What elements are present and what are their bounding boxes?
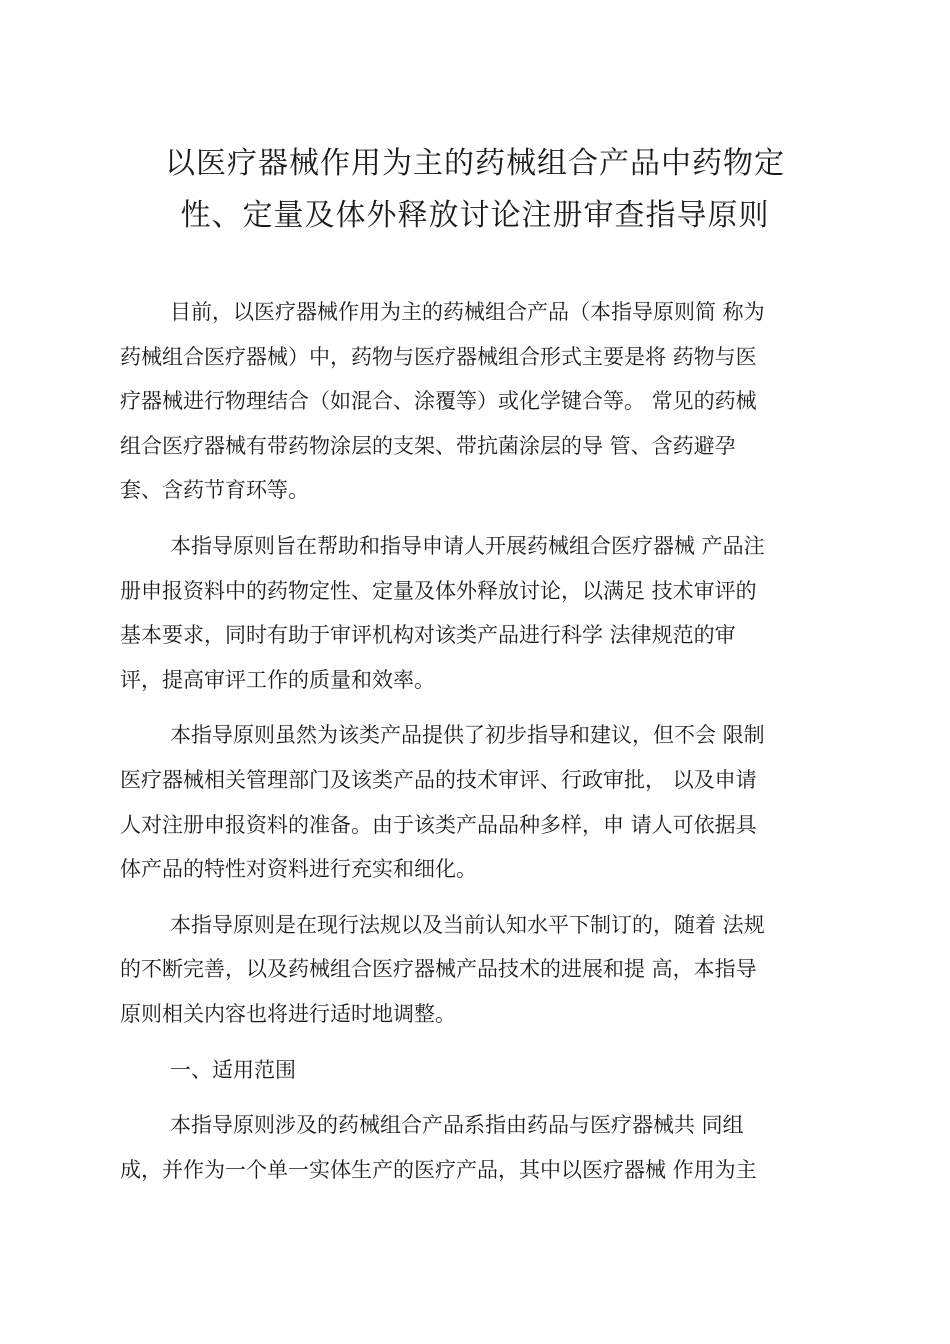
paragraph-scope xyxy=(120,1103,840,1192)
paragraph-line: 基本要求，同时有助于审评机构对该类产品进行科学 法律规范的审 xyxy=(120,623,736,648)
paragraph-line: 本指导原则虽然为该类产品提供了初步指导和建议，但不会 限制 xyxy=(170,723,765,748)
paragraph-line: 体产品的特性对资料进行充实和细化。 xyxy=(120,857,477,882)
paragraph-line: 疗器械进行物理结合（如混合、涂覆等）或化学键合等。 常见的药械 xyxy=(120,389,757,414)
section-heading-text: 一、适用范围 xyxy=(170,1057,296,1082)
paragraph-line: 原则相关内容也将进行适时地调整。 xyxy=(120,1001,456,1026)
paragraph-line: 目前，以医疗器械作用为主的药械组合产品（本指导原则简 称为 xyxy=(170,300,765,324)
paragraph-line: 本指导原则旨在帮助和指导申请人开展药械组合医疗器械 产品注 xyxy=(170,533,765,558)
paragraph-line: 本指导原则是在现行法规以及当前认知水平下制订的，随着 法规 xyxy=(170,912,765,937)
paragraph-line: 本指导原则涉及的药械组合产品系指由药品与医疗器械共 同组 xyxy=(170,1113,744,1138)
paragraph-line: 评，提高审评工作的质量和效率。 xyxy=(120,667,435,692)
paragraph-line: 组合医疗器械有带药物涂层的支架、带抗菌涂层的导 管、含药避孕 xyxy=(120,433,736,458)
title-line: 性、定量及体外释放讨论注册审查指导原则 xyxy=(180,198,770,233)
document-body xyxy=(120,290,840,1203)
paragraph-line: 的不断完善，以及药械组合医疗器械产品技术的进展和提 高，本指导 xyxy=(120,957,757,982)
paragraph-line: 药械组合医疗器械）中，药物与医疗器械组合形式主要是将 药物与医 xyxy=(120,344,757,369)
document-title xyxy=(120,138,830,242)
paragraph-purpose xyxy=(120,524,840,702)
paragraph-limitation xyxy=(120,713,840,891)
paragraph-update xyxy=(120,903,840,1037)
paragraph-line: 医疗器械相关管理部门及该类产品的技术审评、行政审批， 以及申请 xyxy=(120,767,757,792)
title-line: 以医疗器械作用为主的药械组合产品中药物定 xyxy=(165,146,785,181)
paragraph-intro xyxy=(120,290,840,513)
paragraph-line: 套、含药节育环等。 xyxy=(120,478,309,503)
paragraph-line: 成，并作为一个单一实体生产的医疗产品，其中以医疗器械 作用为主 xyxy=(120,1157,757,1182)
section-heading xyxy=(120,1048,840,1093)
paragraph-line: 人对注册申报资料的准备。由于该类产品品种多样，申 请人可依据具 xyxy=(120,812,757,837)
paragraph-line: 册申报资料中的药物定性、定量及体外释放讨论，以满足 技术审评的 xyxy=(120,578,757,603)
